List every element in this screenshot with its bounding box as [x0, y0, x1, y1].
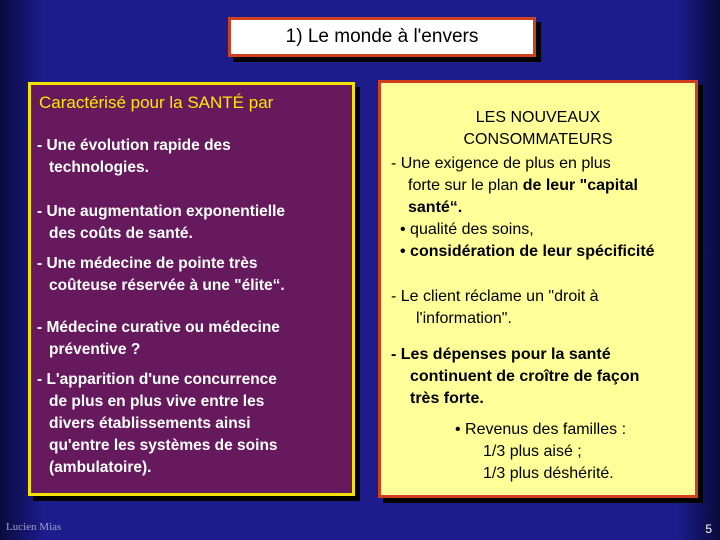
right-panel — [378, 80, 698, 498]
left-item-line: des coûts de santé. — [49, 225, 193, 242]
depenses-line3: très forte. — [410, 390, 484, 407]
exigence-line1: - Une exigence de plus en plus — [391, 155, 611, 172]
left-item-line: - Une augmentation exponentielle — [37, 203, 286, 220]
left-panel — [28, 82, 355, 496]
exigence-line2-bold: de leur "capital — [522, 177, 638, 194]
left-item-line: - Médecine curative ou médecine — [37, 319, 280, 336]
left-item-couts — [37, 201, 285, 245]
left-item-line: divers établissements ainsi — [49, 415, 251, 432]
depenses-line2: continuent de croître de façon — [410, 368, 640, 385]
left-item-line: coûteuse réservée à une "élite“. — [49, 277, 285, 294]
left-item-line: technologies. — [49, 159, 149, 176]
left-item-technologies — [37, 135, 231, 179]
revenus-line3: 1/3 plus déshérité. — [483, 465, 614, 482]
left-item-line: - Une évolution rapide des — [37, 137, 231, 154]
left-item-line: (ambulatoire). — [49, 459, 152, 476]
left-item-curative — [37, 317, 280, 361]
revenus-line1: • Revenus des familles : — [455, 421, 627, 438]
exigence-line2 — [408, 175, 638, 197]
exigence-line2-normal: forte sur le plan — [408, 177, 523, 194]
left-item-line: de plus en plus vive entre les — [49, 393, 265, 410]
left-panel-heading: Caractérisé pour la SANTÉ par — [39, 93, 274, 112]
author-credit: Lucien Mias — [6, 521, 62, 533]
exigence-bullet2: • considération de leur spécificité — [400, 243, 655, 260]
revenus-line2: 1/3 plus aisé ; — [483, 443, 582, 460]
left-item-concurrence — [37, 369, 278, 479]
left-item-line: - Une médecine de pointe très — [37, 255, 258, 272]
right-heading-line2: CONSOMMATEURS — [463, 131, 613, 148]
left-item-line: préventive ? — [49, 341, 141, 358]
exigence-line3: santé“. — [408, 199, 463, 216]
depenses-line1: - Les dépenses pour la santé — [391, 346, 611, 363]
client-line1: - Le client réclame un "droit à — [391, 288, 599, 305]
exigence-bullet1: • qualité des soins, — [400, 221, 534, 238]
left-item-line: qu'entre les systèmes de soins — [49, 437, 278, 454]
right-heading-line1: LES NOUVEAUX — [475, 109, 601, 126]
page-number: 5 — [705, 522, 712, 536]
client-line2: l'information". — [416, 310, 512, 327]
left-item-line: - L'apparition d'une concurrence — [37, 371, 277, 388]
slide-title: 1) Le monde à l'envers — [228, 17, 536, 57]
left-item-medecine-pointe — [37, 253, 285, 297]
